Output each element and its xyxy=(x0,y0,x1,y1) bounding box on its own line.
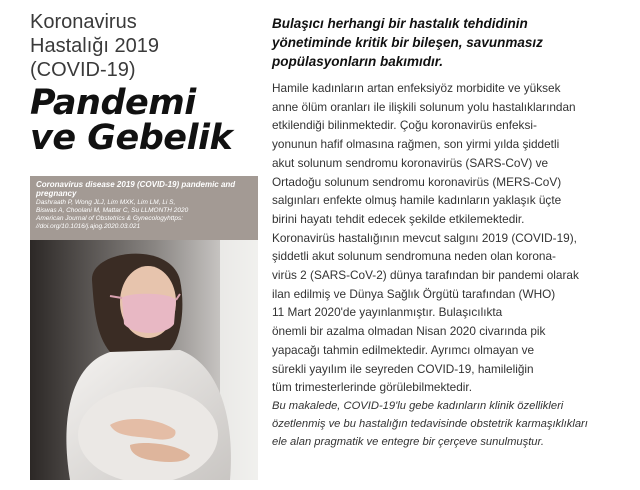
article xyxy=(272,14,624,451)
pregnant-woman-with-mask-photo xyxy=(30,240,258,480)
summary-line: Bu makalede, COVID-19'lu gebe kadınların klinik özellikleri xyxy=(272,399,564,412)
kicker-line: Koronavirus xyxy=(30,11,137,33)
citation-line: American Journal of Obstetrics & Gynecologyhttps: xyxy=(36,215,184,222)
lead-line: Bulaşıcı herhangi bir hastalık tehdidinin xyxy=(272,16,528,31)
body-line: Koronavirüs hastalığının mevcut salgını 2019 (COVID-19), xyxy=(272,230,577,245)
title-line: Pandemi xyxy=(30,83,196,123)
kicker-line: (COVID-19) xyxy=(30,59,136,81)
citation-authors xyxy=(36,199,252,231)
body-line: sürekli yayılım ile seyreden COVID-19, hamileliğin xyxy=(272,361,534,376)
headline-block xyxy=(30,10,258,156)
body-line: etkilendiği bilinmektedir. Çoğu koronavirüs enfeksi- xyxy=(272,118,537,133)
citation-line: Biswas A, Choolani M, Mattar C, Su LLMONTH 2020 xyxy=(36,207,189,214)
kicker-line: Hastalığı 2019 xyxy=(30,35,159,57)
body-line: yapacağı tahmin edilmektedir. Ayrımcı olmayan ve xyxy=(272,342,535,357)
body-line: önemli bir azalma olmadan Nisan 2020 civarında pik xyxy=(272,324,546,339)
summary-paragraph xyxy=(272,397,624,451)
citation-line: Dashraath P, Wong JLJ, Lim MXK, Lim LM, Li S, xyxy=(36,199,176,206)
citation-line: //doi.org/10.1016/j.ajog.2020.03.021 xyxy=(36,223,141,230)
body-line: yonunun hafif olmasına rağmen, son yirmi yılda şiddetli xyxy=(272,137,560,152)
body-line: şiddetli akut solunum sendromuna neden olan korona- xyxy=(272,249,556,264)
lead-line: popülasyonların bakımıdır. xyxy=(272,54,444,69)
body-line: akut solunum sendromu koronavirüs (SARS-CoV) ve xyxy=(272,155,549,170)
title-line: ve Gebelik xyxy=(30,118,233,158)
summary-line: ele alan pragmatik ve entegre bir çerçeve sunulmuştur. xyxy=(272,435,544,448)
body-line: tüm trimesterlerinde görülebilmektedir. xyxy=(272,380,472,395)
lead-paragraph xyxy=(272,14,624,71)
body-line: Ortadoğu solunum sendromu koronavirüs (MERS-CoV) xyxy=(272,174,562,189)
citation-title: Coronavirus disease 2019 (COVID-19) pandemic and pregnancy xyxy=(36,180,236,198)
body-line: 11 Mart 2020'de yayınlanmıştır. Bulaşıcılıkta xyxy=(272,305,503,320)
citation-box xyxy=(30,176,258,240)
lead-line: yönetiminde kritik bir bileşen, savunmasız xyxy=(272,35,543,50)
body-line: anne ölüm oranları ile ilişkili solunum yolu hastalıklarından xyxy=(272,99,576,114)
kicker xyxy=(30,10,258,82)
body-line: birini hayatı tehdit edecek şekilde etkilemektedir. xyxy=(272,211,525,226)
body-line: ilan edilmiş ve Dünya Sağlık Örgütü tarafından (WHO) xyxy=(272,286,556,301)
summary-line: özetlenmiş ve bu hastalığın tedavisinde obstetrik karmaşıklıkları xyxy=(272,417,588,430)
body-paragraph xyxy=(272,79,624,397)
body-line: Hamile kadınların artan enfeksiyöz morbidite ve yüksek xyxy=(272,81,561,95)
body-line: salgınları enfekte olmuş hamile kadınların yaklaşık üçte xyxy=(272,193,562,208)
body-line: virüs 2 (SARS-CoV-2) dünya tarafından bir pandemi olarak xyxy=(272,268,579,283)
page-title xyxy=(30,83,258,158)
